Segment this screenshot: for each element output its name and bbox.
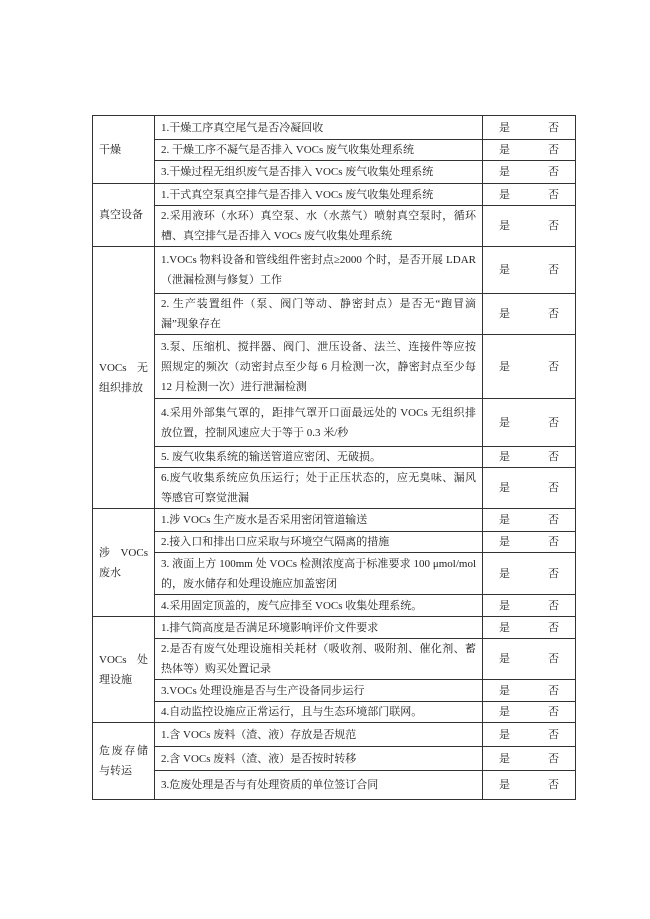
check-item: 2.含 VOCs 废料（渣、液）是否按时转移 — [155, 747, 483, 771]
voc-checklist-table — [92, 115, 576, 800]
no-option[interactable]: 否 — [548, 482, 559, 494]
yes-option[interactable]: 是 — [499, 360, 510, 373]
check-item: 3. 液面上方 100mm 处 VOCs 检测浓度高于标准要求 100 μmol/mol 的，废水储存和处理设施应加盖密闭 — [155, 553, 483, 595]
checklist-row — [93, 247, 576, 294]
checklist-row — [93, 595, 576, 617]
check-item: 3.危废处理是否与有处理资质的单位签订合同 — [155, 771, 483, 800]
category-cell: 涉 VOCs 废水 — [93, 509, 155, 617]
checklist-row — [93, 161, 576, 184]
check-item: 1.含 VOCs 废料（渣、液）存放是否规范 — [155, 723, 483, 747]
check-item: 3.干燥过程无组织废气是否排入 VOCs 废气收集处理系统 — [155, 161, 483, 184]
no-option[interactable]: 否 — [548, 514, 559, 526]
no-option[interactable]: 否 — [548, 653, 559, 665]
yes-no-cell — [483, 206, 576, 247]
yes-no-cell — [483, 553, 576, 595]
category-cell: 干燥 — [93, 116, 155, 184]
no-option[interactable]: 否 — [548, 779, 559, 791]
yes-no-cell — [483, 116, 576, 140]
checklist-row — [93, 140, 576, 161]
check-item: 1.干式真空泵真空排气是否排入 VOCs 废气收集处理系统 — [155, 184, 483, 206]
no-option[interactable]: 否 — [548, 706, 559, 718]
yes-no-cell — [483, 399, 576, 447]
check-item: 3.VOCs 处理设施是否与生产设备同步运行 — [155, 680, 483, 702]
yes-option[interactable]: 是 — [499, 653, 510, 665]
yes-option[interactable]: 是 — [499, 166, 510, 178]
checklist-row — [93, 294, 576, 335]
yes-no-cell — [483, 680, 576, 702]
yes-option[interactable]: 是 — [499, 567, 510, 580]
yes-option[interactable]: 是 — [499, 706, 510, 718]
checklist-row — [93, 723, 576, 747]
no-option[interactable]: 否 — [548, 220, 559, 232]
yes-no-cell — [483, 771, 576, 800]
no-option[interactable]: 否 — [548, 188, 559, 201]
checklist-row — [93, 184, 576, 206]
yes-no-cell — [483, 294, 576, 335]
checklist-row — [93, 771, 576, 800]
yes-option[interactable]: 是 — [499, 752, 510, 765]
yes-no-cell — [483, 639, 576, 680]
yes-option[interactable]: 是 — [499, 451, 510, 463]
checklist-row — [93, 639, 576, 680]
checklist-row — [93, 617, 576, 639]
category-cell: VOCs 无组织排放 — [93, 247, 155, 509]
yes-option[interactable]: 是 — [499, 684, 510, 697]
no-option[interactable]: 否 — [548, 416, 559, 429]
category-cell: 危废存储与转运 — [93, 723, 155, 800]
yes-option[interactable]: 是 — [499, 599, 510, 612]
category-cell: VOCs 处理设施 — [93, 617, 155, 723]
yes-option[interactable]: 是 — [499, 416, 510, 429]
no-option[interactable]: 否 — [548, 536, 559, 548]
no-option[interactable]: 否 — [548, 567, 559, 580]
check-item: 4.采用固定顶盖的，废气应排至 VOCs 收集处理系统。 — [155, 595, 483, 617]
yes-no-cell — [483, 184, 576, 206]
check-item: 1.排气筒高度是否满足环境影响评价文件要求 — [155, 617, 483, 639]
yes-no-cell — [483, 509, 576, 532]
checklist-row — [93, 399, 576, 447]
checklist-row — [93, 447, 576, 468]
check-item: 2.接入口和排出口应采取与环境空气隔离的措施 — [155, 532, 483, 553]
yes-option[interactable]: 是 — [499, 121, 510, 134]
yes-option[interactable]: 是 — [499, 536, 510, 548]
yes-option[interactable]: 是 — [499, 188, 510, 201]
no-option[interactable]: 否 — [548, 684, 559, 697]
yes-option[interactable]: 是 — [499, 264, 510, 276]
check-item: 2.是否有废气处理设施相关耗材（吸收剂、吸附剂、催化剂、蓄热体等）购买处置记录 — [155, 639, 483, 680]
checklist-row — [93, 680, 576, 702]
check-item: 4.自动监控设施应正常运行，且与生态环境部门联网。 — [155, 702, 483, 723]
checklist-row — [93, 206, 576, 247]
checklist-row — [93, 553, 576, 595]
check-item: 2. 干燥工序不凝气是否排入 VOCs 废气收集处理系统 — [155, 140, 483, 161]
yes-option[interactable]: 是 — [499, 728, 510, 741]
yes-option[interactable]: 是 — [499, 308, 510, 320]
yes-no-cell — [483, 617, 576, 639]
check-item: 2.采用液环（水环）真空泵、水（水蒸气）喷射真空泵时，循环槽、真空排气是否排入 VOCs 废气收集处理系统 — [155, 206, 483, 247]
yes-no-cell — [483, 723, 576, 747]
yes-option[interactable]: 是 — [499, 779, 510, 791]
checklist-row — [93, 702, 576, 723]
yes-no-cell — [483, 447, 576, 468]
no-option[interactable]: 否 — [548, 166, 559, 178]
check-item: 6.废气收集系统应负压运行；处于正压状态的，应无臭味、漏风等感官可察觉泄漏 — [155, 468, 483, 509]
check-item: 5. 废气收集系统的输送管道应密闭、无破损。 — [155, 447, 483, 468]
no-option[interactable]: 否 — [548, 144, 559, 156]
checklist-row — [93, 116, 576, 140]
no-option[interactable]: 否 — [548, 308, 559, 320]
checklist-row — [93, 747, 576, 771]
checklist-row — [93, 335, 576, 399]
no-option[interactable]: 否 — [548, 752, 559, 765]
checklist-row — [93, 468, 576, 509]
checklist-row — [93, 509, 576, 532]
category-cell: 真空设备 — [93, 184, 155, 247]
no-option[interactable]: 否 — [548, 599, 559, 612]
yes-no-cell — [483, 247, 576, 294]
no-option[interactable]: 否 — [548, 264, 559, 276]
yes-option[interactable]: 是 — [499, 514, 510, 526]
yes-no-cell — [483, 532, 576, 553]
checklist-row — [93, 532, 576, 553]
yes-option[interactable]: 是 — [499, 621, 510, 634]
yes-no-cell — [483, 702, 576, 723]
yes-no-cell — [483, 468, 576, 509]
check-item: 4.采用外部集气罩的，距排气罩开口面最远处的 VOCs 无组织排放位置，控制风速应大于等于 0.3 米/秒 — [155, 399, 483, 447]
yes-option[interactable]: 是 — [499, 220, 510, 232]
no-option[interactable]: 否 — [548, 360, 559, 373]
yes-no-cell — [483, 747, 576, 771]
no-option[interactable]: 否 — [548, 451, 559, 463]
yes-no-cell — [483, 161, 576, 184]
no-option[interactable]: 否 — [548, 621, 559, 634]
yes-no-cell — [483, 140, 576, 161]
no-option[interactable]: 否 — [548, 728, 559, 741]
check-item: 2. 生产装置组件（泵、阀门等动、静密封点）是否无“跑冒滴漏”现象存在 — [155, 294, 483, 335]
check-item: 3.泵、压缩机、搅拌器、阀门、泄压设备、法兰、连接件等应按照规定的频次（动密封点至少每 6 月检测一次，静密封点至少每 12 月检测一次）进行泄漏检测 — [155, 335, 483, 399]
yes-option[interactable]: 是 — [499, 144, 510, 156]
check-item: 1.涉 VOCs 生产废水是否采用密闭管道输送 — [155, 509, 483, 532]
check-item: 1.干燥工序真空尾气是否冷凝回收 — [155, 116, 483, 140]
yes-option[interactable]: 是 — [499, 482, 510, 494]
no-option[interactable]: 否 — [548, 121, 559, 134]
yes-no-cell — [483, 335, 576, 399]
yes-no-cell — [483, 595, 576, 617]
check-item: 1.VOCs 物料设备和管线组件密封点≥2000 个时，是否开展 LDAR（泄漏检测与修复）工作 — [155, 247, 483, 294]
